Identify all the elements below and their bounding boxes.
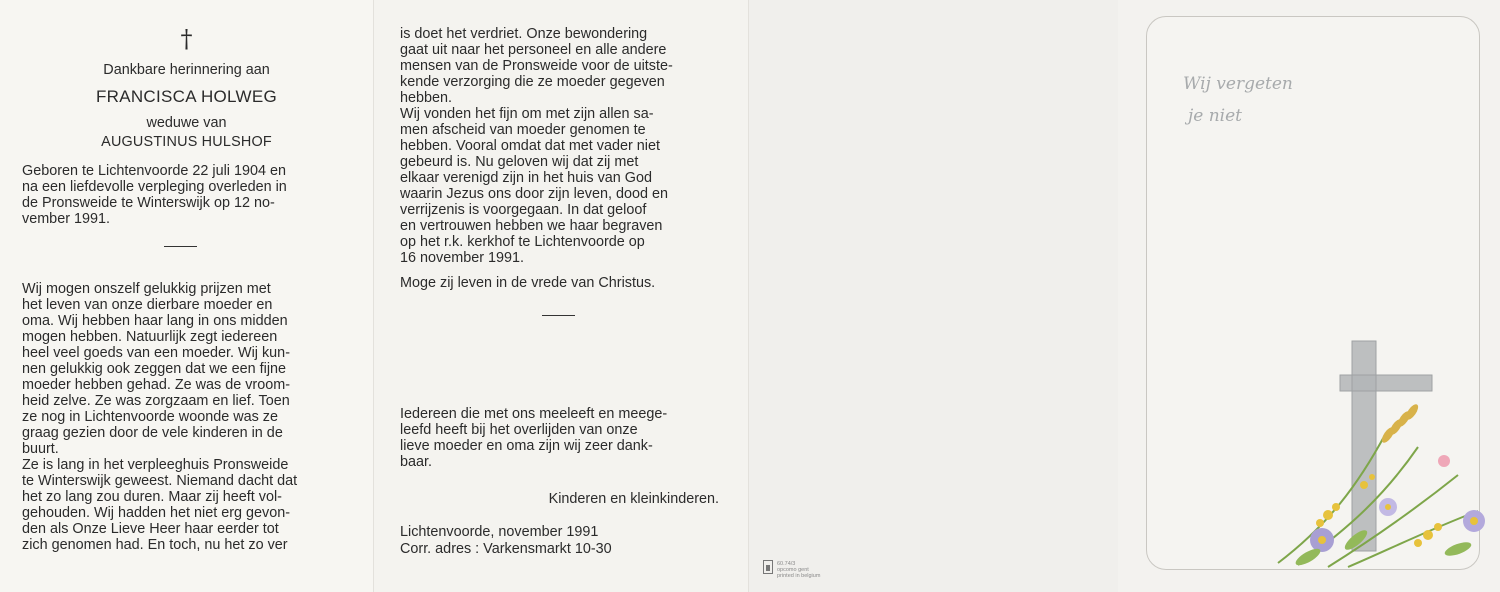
body-line: Wij mogen onszelf gelukkig prijzen met <box>22 281 271 297</box>
printer-line: 60.74/3 <box>777 561 796 567</box>
wheat-icon <box>1380 402 1421 444</box>
thanks-line: baar. <box>400 454 433 470</box>
place-date-line: Lichtenvoorde, november 1991 <box>400 524 599 540</box>
card-middle-page <box>373 0 748 592</box>
body-line: buurt. <box>22 441 59 457</box>
signature-line: Kinderen en kleinkinderen. <box>548 491 719 507</box>
printer-info <box>777 561 857 579</box>
body-line: hebben. Vooral omdat dat met vader niet <box>400 138 661 154</box>
printer-line: opcomo gent <box>777 567 809 573</box>
body-line: en vertrouwen hebben we haar begraven <box>400 218 663 234</box>
divider-line <box>164 246 197 247</box>
body-line: ze nog in Lichtenvoorde woonde was ze <box>22 409 279 425</box>
body-line: heel veel goeds van een moeder. Wij kun- <box>22 345 290 361</box>
thanks-line: Iedereen die met ons meeleeft en meege- <box>400 406 668 422</box>
body-line: kende verzorging die ze moeder gegeven <box>400 74 665 90</box>
body-line: gaat uit naar het personeel en alle andere <box>400 42 667 58</box>
card-front-cover <box>1118 0 1500 592</box>
body-line: het leven van onze dierbare moeder en <box>22 297 273 313</box>
birth-line: Geboren te Lichtenvoorde 22 juli 1904 en <box>22 163 287 179</box>
body-line: verrijzenis is voorgegaan. In dat geloof <box>400 202 647 218</box>
body-line: zich genomen had. En toch, nu het zo ver <box>22 537 288 553</box>
card-back-page <box>748 0 1118 592</box>
body-line: waarin Jezus ons door zijn leven, dood en <box>400 186 668 202</box>
body-line: mogen hebben. Natuurlijk zegt iedereen <box>22 329 278 345</box>
intro-text: Dankbare herinnering aan <box>103 62 270 78</box>
body-line: het zo lang zou duren. Maar zij heeft vol- <box>22 489 282 505</box>
printer-logo-icon <box>763 560 773 574</box>
body-line: elkaar verenigd zijn in het huis van God <box>400 170 652 186</box>
divider-line <box>542 315 575 316</box>
body-line: den als Onze Lieve Heer haar eerder tot <box>22 521 279 537</box>
deceased-name: FRANCISCA HOLWEG <box>95 87 278 106</box>
relation-text: weduwe van <box>146 115 227 131</box>
thanks-line: lieve moeder en oma zijn wij zeer dank- <box>400 438 653 454</box>
body-line: mensen van de Pronsweide voor de uitste- <box>400 58 673 74</box>
motto-line-1: Wij vergeten <box>1183 74 1293 94</box>
cross-icon: † <box>180 25 193 53</box>
body-line: nen gelukkig ook zeggen dat we een fijne <box>22 361 287 377</box>
body-line: gebeurd is. Nu geloven wij dat zij met <box>400 154 639 170</box>
stems <box>1278 433 1478 567</box>
body-line: op het r.k. kerkhof te Lichtenvoorde op <box>400 234 645 250</box>
card-left-page <box>0 0 373 592</box>
floral-cross-illustration <box>1268 335 1500 570</box>
body-line: men afscheid van moeder genomen te <box>400 122 646 138</box>
body-line: Ze is lang in het verpleeghuis Pronsweide <box>22 457 289 473</box>
body-line: graag gezien door de vele kinderen in de <box>22 425 283 441</box>
address-line: Corr. adres : Varkensmarkt 10-30 <box>400 541 612 557</box>
birth-line: de Pronsweide te Winterswijk op 12 no- <box>22 195 275 211</box>
thanks-line: leefd heeft bij het overlijden van onze <box>400 422 638 438</box>
spouse-name: AUGUSTINUS HULSHOF <box>101 134 272 150</box>
printer-line: printed in belgium <box>777 573 821 579</box>
prayer-line: Moge zij leven in de vrede van Christus. <box>400 275 656 291</box>
body-line: gehouden. Wij hadden het niet erg gevon- <box>22 505 291 521</box>
body-line: oma. Wij hebben haar lang in ons midden <box>22 313 288 329</box>
birth-line: na een liefdevolle verpleging overleden in <box>22 179 287 195</box>
body-line: hebben. <box>400 90 453 106</box>
body-line: moeder hebben gehad. Ze was de vroom- <box>22 377 290 393</box>
body-line: heid zelve. Ze was zorgzaam en lief. Toen <box>22 393 290 409</box>
body-line: te Winterswijk geweest. Niemand dacht dat <box>22 473 298 489</box>
body-line: is doet het verdriet. Onze bewondering <box>400 26 648 42</box>
body-line: Wij vonden het fijn om met zijn allen sa- <box>400 106 654 122</box>
birth-line: vember 1991. <box>22 211 110 227</box>
motto-line-2: je niet <box>1188 106 1243 126</box>
body-line: 16 november 1991. <box>400 250 525 266</box>
